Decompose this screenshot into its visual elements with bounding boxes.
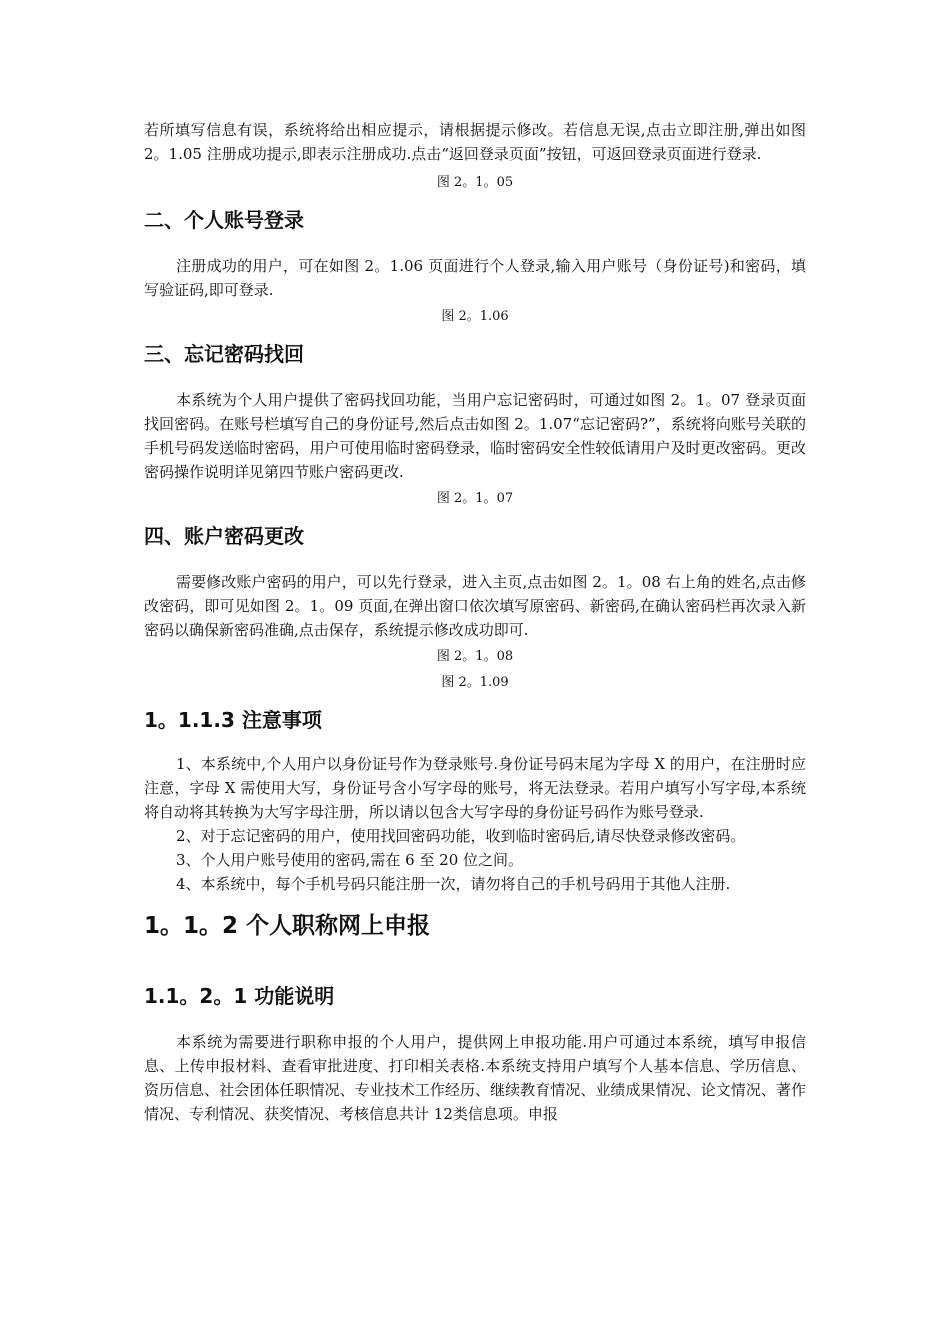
section-heading-notes: 1。1.1.3 注意事项 — [144, 708, 322, 732]
section-heading-recover: 三、忘记密码找回 — [144, 342, 304, 366]
login-paragraph: 注册成功的用户，可在如图 2。1.06 页面进行个人登录,输入用户账号（身份证号)和密码，填写验证码,即可登录. — [144, 257, 806, 299]
figure-caption: 图 2。1.09 — [441, 675, 509, 690]
note-item: 2、对于忘记密码的用户，使用找回密码功能，收到临时密码后,请尽快登录修改密码。 — [176, 827, 746, 845]
intro-paragraph: 若所填写信息有误，系统将给出相应提示，请根据提示修改。若信息无误,点击立即注册,弹出如图 2。1.05 注册成功提示,即表示注册成功.点击“返回登录页面”按钮，可返回登录页面进行登录. — [144, 121, 806, 163]
section-heading-change: 四、账户密码更改 — [144, 524, 304, 548]
notes-list — [144, 752, 806, 896]
note-item: 1、本系统中,个人用户以身份证号作为登录账号.身份证号码末尾为字母 X 的用户，在注册时应注意，字母 X 需使用大写，身份证号含小写字母的账号，将无法登录。若用户填写小写字母,本系统将自动将其转换为大写字母注册，所以请以包含大写字母的身份证号码作为账号登录. — [144, 755, 806, 821]
function-paragraph: 本系统为需要进行职称申报的个人用户，提供网上申报功能.用户可通过本系统，填写申报信息、上传申报材料、查看审批进度、打印相关表格.本系统支持用户填写个人基本信息、学历信息、资历信息、社会团体任职情况、专业技术工作经历、继续教育情况、业绩成果情况、论文情况、著作情况、专利情况、获奖情况、考核信息共计 12类信息项。申报 — [144, 1033, 806, 1123]
figure-caption: 图 2。1。07 — [436, 491, 514, 506]
note-item: 3、个人用户账号使用的密码,需在 6 至 20 位之间。 — [176, 851, 524, 869]
change-paragraph: 需要修改账户密码的用户，可以先行登录，进入主页,点击如图 2。1。08 右上角的姓名,点击修改密码，即可见如图 2。1。09 页面,在弹出窗口依次填写原密码、新密码,在确认密码栏再次录入新密码以确保新密码准确,点击保存，系统提示修改成功即可. — [144, 573, 806, 639]
section-heading-function: 1.1。2。1 功能说明 — [144, 984, 335, 1008]
recover-paragraph: 本系统为个人用户提供了密码找回功能，当用户忘记密码时，可通过如图 2。1。07 登录页面找回密码。在账号栏填写自己的身份证号,然后点击如图 2。1.07“忘记密码?”，系统将向账号关联的手机号码发送临时密码，用户可使用临时密码登录，临时密码安全性较低请用户及时更改密码。更改密码操作说明详见第四节账户密码更改. — [144, 391, 806, 481]
figure-caption: 图 2。1。05 — [436, 175, 514, 190]
figure-caption: 图 2。1.06 — [441, 309, 509, 324]
figure-caption: 图 2。1。08 — [436, 649, 514, 664]
section-heading-online: 1。1。2 个人职称网上申报 — [144, 913, 431, 939]
section-heading-login: 二、个人账号登录 — [144, 208, 304, 232]
note-item: 4、本系统中，每个手机号码只能注册一次，请勿将自己的手机号码用于其他人注册. — [176, 875, 731, 893]
document-page — [144, 118, 806, 1126]
